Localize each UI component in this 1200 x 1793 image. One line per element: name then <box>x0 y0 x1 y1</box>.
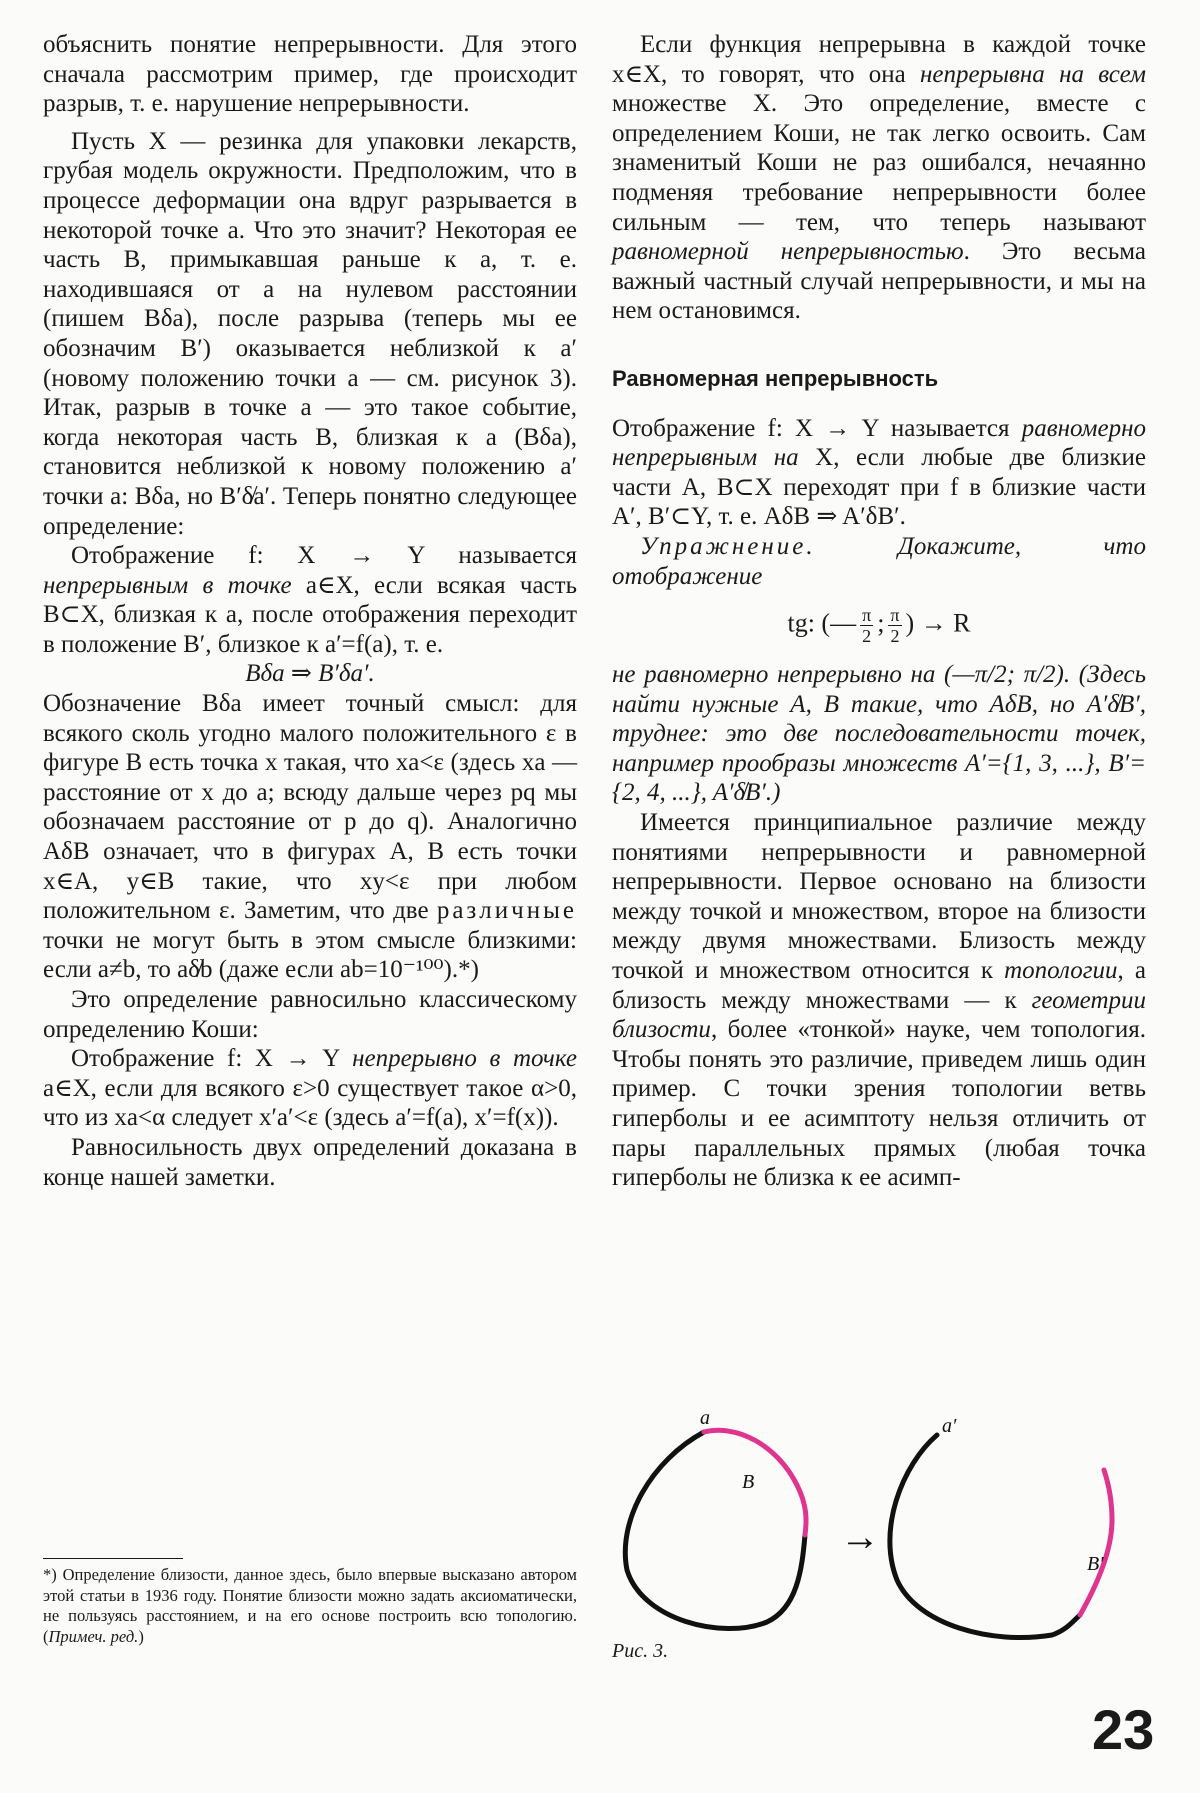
definition-uniform <box>612 414 1146 532</box>
text: множестве X. Это определение, вместе с определением Коши, не так легко освоить. Сам знаменитый Коши не раз ошибался, нечаянно подменяя требование непрерывности более сильным — тем, что теперь называют <box>612 90 1146 236</box>
footnote-text: ) <box>138 1626 144 1646</box>
definition-continuity <box>43 541 577 659</box>
exercise-continuation: не равномерно непрерывно на (—π/2; π/2). (Здесь найти нужные A, B такие, что AδB, но A′δ̸B′, труднее: это две последовательности точек, например прообразы множеств A′={1, 3, ...}, B′={2, 4, ...}, A′δ̸B′.) <box>612 661 1146 807</box>
emphasis: непрерывно в точке <box>352 1045 577 1073</box>
formula: Bδa ⇒ B′δa′. <box>245 660 375 688</box>
text: a∈X, если для всякого ε>0 существует такое α>0, что из xa<α следует x′a′<ε (здесь a′=f(a), x′=f(x)). <box>43 1074 577 1132</box>
label-b-prime: B′ <box>1087 1553 1104 1575</box>
numerator: π <box>890 605 900 626</box>
footnote <box>43 1565 577 1647</box>
emphasis: геометрии близости <box>612 986 1146 1044</box>
emphasis: равномерно непрерывным на <box>612 414 1146 472</box>
definition-cauchy <box>43 1044 577 1133</box>
tangent-formula <box>612 605 1146 646</box>
text: Отображение f: X → Y называется <box>612 414 1022 442</box>
emphasis: топологии <box>1004 957 1118 985</box>
right-column <box>612 30 1146 1193</box>
paragraph: объяснить понятие непрерывности. Для этого сначала рассмотрим пример, где происходит разрыв, т. е. нарушение непрерывности. <box>43 31 577 118</box>
section-heading: Равномерная непрерывность <box>612 365 939 391</box>
numerator: π <box>862 605 872 626</box>
page-number: 23 <box>1092 1698 1155 1761</box>
fraction <box>860 605 873 646</box>
highlighted-part-b <box>704 1430 806 1535</box>
footnote-text: *) Определение близости, данное здесь, было впервые высказано автором этой статьи в 1936 году. Понятие близости можно задать аксиоматически, не пользуясь расстоянием, и на его основе построить всю топологию. ( <box>43 1565 577 1646</box>
text: Отображение f: X → Y называется <box>71 542 577 570</box>
emphasis: непрерывна на всем <box>920 60 1146 88</box>
spaced-emphasis: различные <box>436 897 577 925</box>
exercise <box>612 532 1146 591</box>
denominator: 2 <box>862 626 872 647</box>
paragraph: Равносильность двух определений доказана в конце нашей заметки. <box>43 1133 577 1191</box>
text: Если функция непрерывна в каждой точке x∈X, то говорят, что она <box>612 31 1146 88</box>
label-a-prime: a′ <box>942 1415 957 1437</box>
text: Имеется принципиальное различие между понятиями непрерывности и равномерной непрерывности. Первое основано на близости между точкой и множеством, второе на близости между двумя множествами. Близость между точкой и множеством относится к <box>612 809 1146 985</box>
figure-caption: Рис. 3. <box>612 1640 669 1662</box>
denominator: 2 <box>890 626 900 647</box>
figure-3 <box>612 1410 1172 1650</box>
exercise-label: Упражнение. <box>640 532 816 560</box>
text: a∈X, если всякая часть B⊂X, близкая к a, после отображения переходит в положение B′, близкое к a′=f(a), т. е. <box>43 571 577 658</box>
text: , а близость между множествами — к <box>612 957 1146 1014</box>
paragraph <box>612 808 1146 1193</box>
emphasis: равномерной непрерывностью <box>612 238 964 266</box>
paragraph: Пусть X — резинка для упаковки лекарств, грубая модель окружности. Предположим, что в процессе деформации она вдруг разрывается в некоторой точке a. Что это значит? Некоторая ее часть B, примыкавшая раньше к a, т. е. находившаяся от a на нулевом расстоянии (пишем Bδa), после разрыва (теперь мы ее обозначим B′) оказывается неблизкой к a′ (новому положению точки a — см. рисунок 3). Итак, разрыв в точке a — это такое событие, когда некоторая часть B, близкая к a (Bδa), становится неблизкой к новому положению a′ точки a: Bδa, но B′δ̸a′. Теперь понятно следующее определение: <box>43 127 577 540</box>
fraction <box>888 605 901 646</box>
label-a: a <box>700 1410 710 1429</box>
emphasis: непрерывным в точке <box>43 571 292 599</box>
formula-separator: ; <box>877 608 885 638</box>
exercise-text: Докажите, что отображение <box>612 532 1146 590</box>
left-column <box>43 30 577 1192</box>
text: . Это весьма важный частный случай непрерывности, и мы на нем остановимся. <box>612 238 1146 325</box>
broken-loop <box>890 1435 1080 1638</box>
text: Обозначение Bδa имеет точный смысл: для всякого сколь угодно малого положительного ε в фигуре B есть точка x такая, что xa<ε (здесь xa — расстояние от x до a; всюду дальше через pq мы обозначаем расстояние от p до q). Аналогично AδB означает, что в фигурах A, B есть точки x∈A, y∈B такие, что xy<ε при любом положительном ε. Заметим, что две <box>43 690 577 925</box>
text: точки не могут быть в этом смысле близкими: если a≠b, то aδ̸b (даже если ab=10⁻¹⁰⁰).*) <box>43 926 577 984</box>
text: , более «тонкой» науке, чем топология. Чтобы понять это различие, приведем лишь один пример. С точки зрения топологии ветвь гиперболы и ее асимптоту нельзя отличить от пары параллельных прямых (любая точка гиперболы не близка к ее асимп- <box>612 1016 1146 1192</box>
text: Отображение f: X → Y <box>71 1045 353 1073</box>
paragraph <box>43 689 577 985</box>
footnote-emphasis: Примеч. ред. <box>48 1626 139 1646</box>
formula-lhs: tg: (— <box>787 608 857 638</box>
paragraph: Это определение равносильно классическому определению Коши: <box>43 986 577 1043</box>
arrow-icon: → <box>840 1514 880 1559</box>
paragraph <box>612 30 1146 326</box>
footnote-rule <box>43 1558 183 1559</box>
text: X, если любые две близкие части A, B⊂X переходят при f в близкие части A′, B′⊂Y, т. е. AδB ⇒ A′δB′. <box>612 444 1146 531</box>
formula-rhs: ) → R <box>905 608 971 638</box>
highlighted-part-b-prime <box>1080 1470 1112 1615</box>
label-b: B <box>742 1471 755 1493</box>
